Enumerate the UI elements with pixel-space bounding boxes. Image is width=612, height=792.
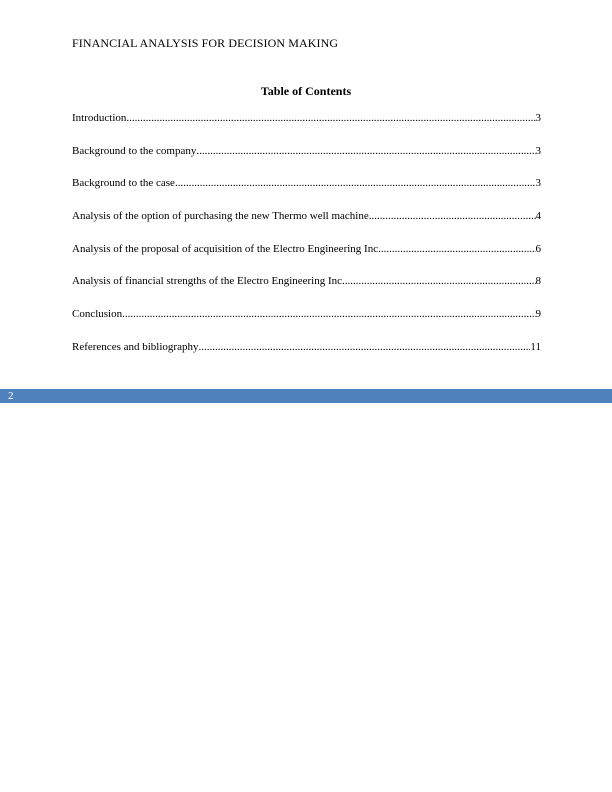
toc-entry-references[interactable] <box>72 340 541 373</box>
toc-entry-financial-strengths[interactable] <box>72 274 541 307</box>
toc-entry-label: Analysis of the option of purchasing the new Thermo well machine <box>72 210 369 223</box>
toc-dot-leader <box>381 242 536 256</box>
toc-dot-leader <box>369 209 536 223</box>
toc-entry-label: Background to the company <box>72 144 197 157</box>
toc-entry-page: 9 <box>535 308 541 321</box>
toc-entry-background-case[interactable] <box>72 176 541 209</box>
toc-entry-conclusion[interactable] <box>72 307 541 340</box>
toc-title: Table of Contents <box>260 84 352 98</box>
toc-dot-leader <box>345 274 536 288</box>
toc-entry-label: References and bibliography <box>72 340 199 353</box>
footer-bar <box>0 389 612 403</box>
toc-entry-label: Background to the case <box>72 177 175 190</box>
toc-entry-page: 11 <box>530 340 541 353</box>
running-header: FINANCIAL ANALYSIS FOR DECISION MAKING <box>72 36 339 50</box>
toc-entry-introduction[interactable] <box>72 111 541 144</box>
toc-entry-thermo-well-analysis[interactable] <box>72 209 541 242</box>
toc-entry-label: Analysis of financial strengths of the Electro Engineering Inc. <box>72 275 345 288</box>
toc-entry-background-company[interactable] <box>72 144 541 177</box>
toc-dot-leader <box>198 340 530 354</box>
toc-list <box>72 111 541 373</box>
toc-entry-label: Analysis of the proposal of acquisition of the Electro Engineering Inc. <box>72 242 381 255</box>
toc-entry-page: 3 <box>535 112 541 124</box>
toc-entry-page: 6 <box>535 242 541 255</box>
toc-entry-page: 8 <box>535 275 541 288</box>
toc-entry-page: 4 <box>535 210 541 223</box>
toc-dot-leader <box>122 307 535 321</box>
toc-entry-label: Introduction <box>72 112 127 124</box>
toc-entry-page: 3 <box>535 177 541 190</box>
toc-dot-leader <box>126 111 535 125</box>
toc-dot-leader <box>175 176 536 190</box>
toc-dot-leader <box>196 144 535 158</box>
toc-entry-label: Conclusion <box>72 308 123 321</box>
toc-entry-page: 3 <box>535 144 541 157</box>
toc-entry-acquisition-proposal[interactable] <box>72 242 541 275</box>
page-number: 2 <box>8 390 14 402</box>
